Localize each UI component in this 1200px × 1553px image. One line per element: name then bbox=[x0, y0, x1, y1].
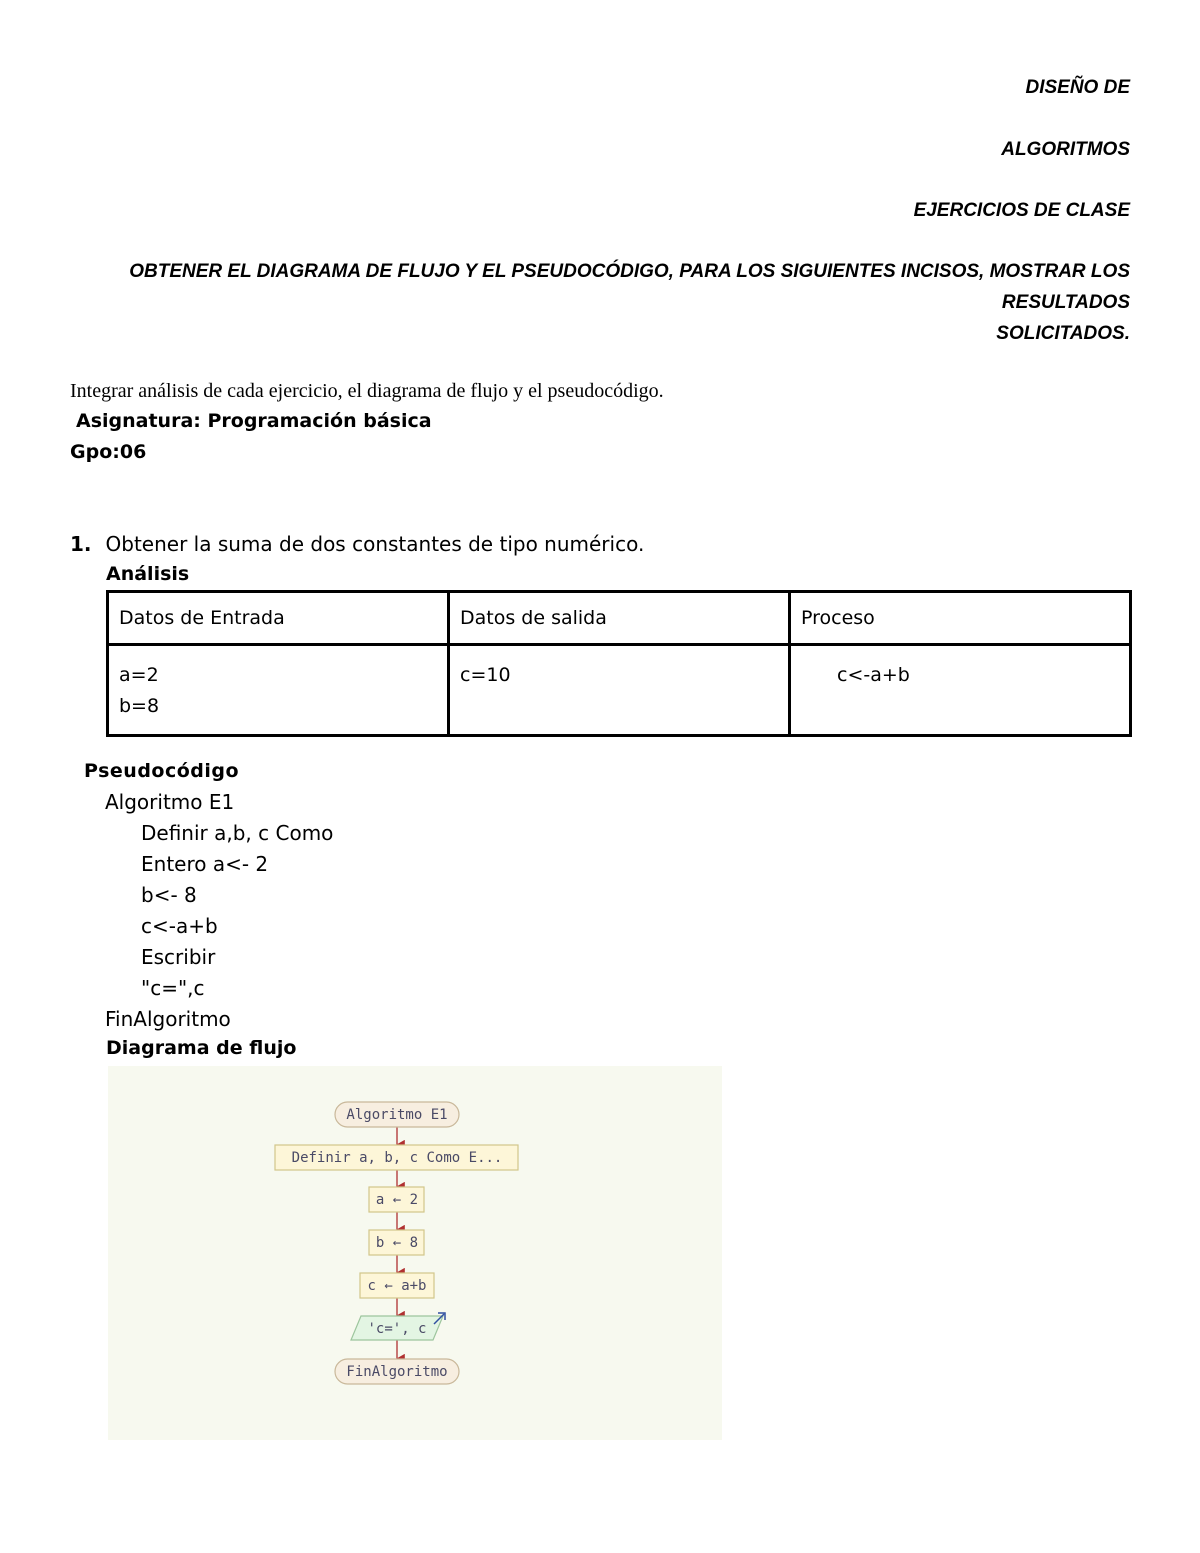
analysis-table bbox=[106, 590, 1132, 737]
input-value: a=2 bbox=[119, 664, 159, 686]
flow-start-node bbox=[335, 1102, 459, 1127]
table-row bbox=[108, 645, 1131, 736]
header-title-1: DISEÑO DE bbox=[1025, 77, 1130, 98]
flow-assign-b-node bbox=[369, 1230, 424, 1255]
table-header-cell: Datos de salida bbox=[449, 592, 790, 645]
group-label: Gpo:06 bbox=[70, 441, 147, 463]
flowchart-image bbox=[108, 1066, 722, 1440]
pseudo-line: "c=",c bbox=[141, 976, 205, 1000]
header-instruction-3: SOLICITADOS. bbox=[996, 323, 1130, 344]
pseudo-line: Escribir bbox=[141, 945, 216, 969]
flow-start-label: Algoritmo E1 bbox=[346, 1107, 448, 1123]
analysis-title: Análisis bbox=[106, 563, 190, 585]
table-header-cell: Datos de Entrada bbox=[108, 592, 449, 645]
flowchart-title: Diagrama de flujo bbox=[106, 1037, 297, 1059]
input-data-cell bbox=[108, 645, 449, 736]
pseudo-line: c<-a+b bbox=[141, 914, 218, 938]
flowchart-svg bbox=[108, 1066, 722, 1440]
header-instruction: OBTENER EL DIAGRAMA DE FLUJO Y EL PSEUDOCÓDIGO, PARA LOS SIGUIENTES INCISOS, MOSTRAR LOS bbox=[129, 261, 1130, 282]
input-value: b=8 bbox=[119, 695, 160, 717]
flow-output-label: 'c=', c bbox=[367, 1321, 427, 1337]
pseudo-line: b<- 8 bbox=[141, 883, 197, 907]
pseudo-line: Entero a<- 2 bbox=[141, 852, 269, 876]
header-title-2: ALGORITMOS bbox=[1001, 139, 1130, 160]
flow-assign-a-node bbox=[369, 1187, 424, 1212]
flow-assign-b-label: b ← 8 bbox=[375, 1235, 419, 1251]
exercise-text: Obtener la suma de dos constantes de tipo numérico. bbox=[105, 532, 645, 556]
subject-label: Asignatura: Programación básica bbox=[76, 410, 432, 432]
table-header-cell: Proceso bbox=[790, 592, 1131, 645]
flow-assign-c-node bbox=[360, 1273, 434, 1298]
header-title-3: EJERCICIOS DE CLASE bbox=[913, 200, 1130, 221]
flow-end-label: FinAlgoritmo bbox=[346, 1364, 448, 1380]
pseudo-line: Definir a,b, c Como bbox=[141, 821, 334, 845]
flow-define-label: Definir a, b, c Como E... bbox=[291, 1150, 503, 1166]
exercise-statement bbox=[70, 532, 644, 556]
flow-end-node bbox=[335, 1359, 459, 1384]
pseudocode-title: Pseudocódigo bbox=[84, 760, 240, 782]
output-data-cell: c=10 bbox=[449, 645, 790, 736]
intro-text: Integrar análisis de cada ejercicio, el diagrama de flujo y el pseudocódigo. bbox=[70, 380, 664, 402]
process-cell: c<-a+b bbox=[790, 645, 1131, 736]
flow-define-node bbox=[275, 1145, 518, 1170]
header-instruction-2: RESULTADOS bbox=[1001, 292, 1130, 313]
pseudo-line: Algoritmo E1 bbox=[105, 790, 235, 814]
exercise-number: 1. bbox=[70, 532, 92, 556]
flow-assign-a-label: a ← 2 bbox=[375, 1192, 419, 1208]
pseudo-line: FinAlgoritmo bbox=[105, 1007, 231, 1031]
flow-output-node bbox=[351, 1313, 445, 1340]
flow-assign-c-label: c ← a+b bbox=[367, 1278, 427, 1294]
table-header-row bbox=[108, 592, 1131, 645]
